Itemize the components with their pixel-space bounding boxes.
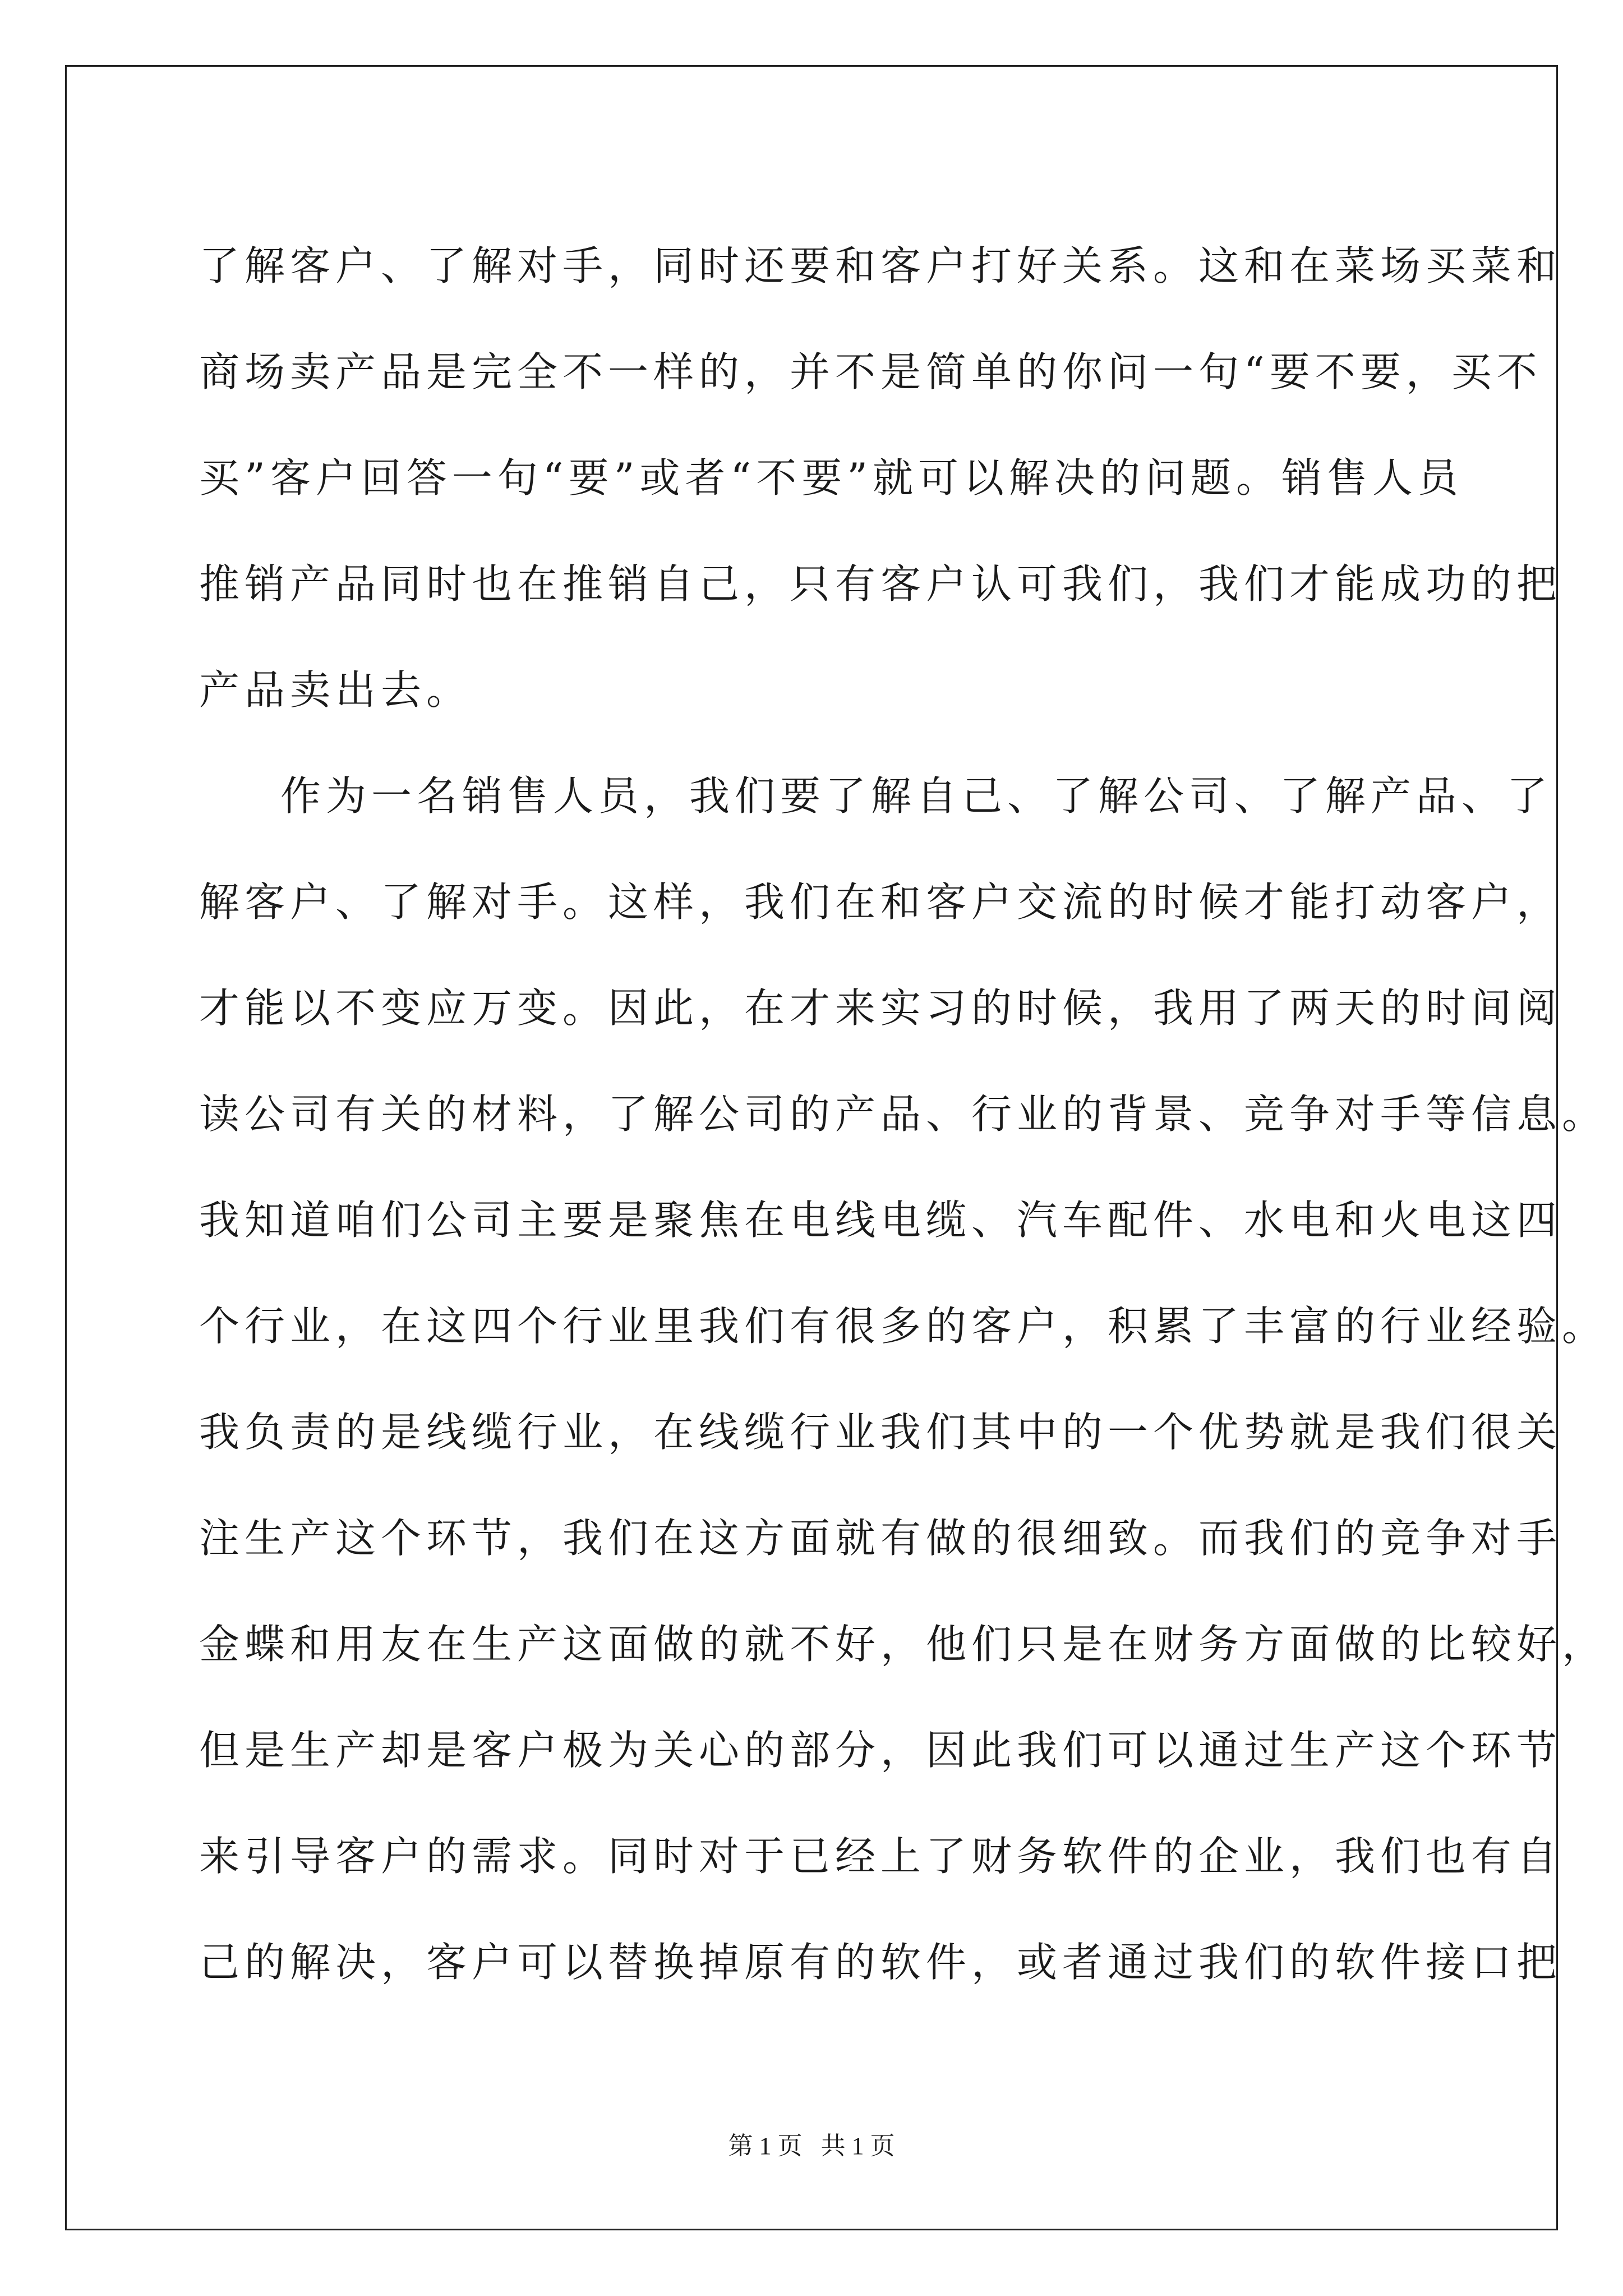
text-line: 己的解决，客户可以替换掉原有的软件，或者通过我们的软件接口把: [199, 1939, 1562, 1986]
text-line: 金蝶和用友在生产这面做的就不好，他们只是在财务方面做的比较好，: [199, 1621, 1608, 1668]
text-line: 商场卖产品是完全不一样的，并不是简单的你问一句“要不要，买不: [199, 348, 1542, 395]
text-line: 买”客户回答一句“要”或者“不要”就可以解决的问题。销售人员: [199, 454, 1464, 501]
text-line: 产品卖出去。: [199, 666, 472, 714]
text-line: 推销产品同时也在推销自己，只有客户认可我们，我们才能成功的把: [199, 560, 1562, 608]
text-line: 作为一名销售人员，我们要了解自己、了解公司、了解产品、了: [280, 772, 1553, 820]
paragraph-1: [199, 213, 1562, 743]
text-line: 来引导客户的需求。同时对于已经上了财务软件的企业，我们也有自: [199, 1833, 1562, 1880]
text-line: 才能以不变应万变。因此，在才来实习的时候，我用了两天的时间阅: [199, 984, 1562, 1032]
document-body: [199, 213, 1608, 2016]
text-line: 了解客户、了解对手，同时还要和客户打好关系。这和在菜场买菜和: [199, 242, 1562, 289]
text-line: 我知道咱们公司主要是聚焦在电线电缆、汽车配件、水电和火电这四: [199, 1197, 1562, 1244]
text-line: 解客户、了解对手。这样，我们在和客户交流的时候才能打动客户，: [199, 878, 1562, 926]
text-line: 个行业，在这四个行业里我们有很多的客户，积累了丰富的行业经验。: [199, 1303, 1608, 1350]
text-line: 注生产这个环节，我们在这方面就有做的很细致。而我们的竞争对手: [199, 1515, 1562, 1562]
text-line: 读公司有关的材料，了解公司的产品、行业的背景、竞争对手等信息。: [199, 1091, 1608, 1138]
text-line: 我负责的是线缆行业，在线缆行业我们其中的一个优势就是我们很关: [199, 1409, 1562, 1456]
text-line: 但是生产却是客户极为关心的部分，因此我们可以通过生产这个环节: [199, 1727, 1562, 1774]
paragraph-2: [199, 743, 1608, 2016]
page-number-footer: 第 1 页 共 1 页: [728, 2132, 895, 2160]
